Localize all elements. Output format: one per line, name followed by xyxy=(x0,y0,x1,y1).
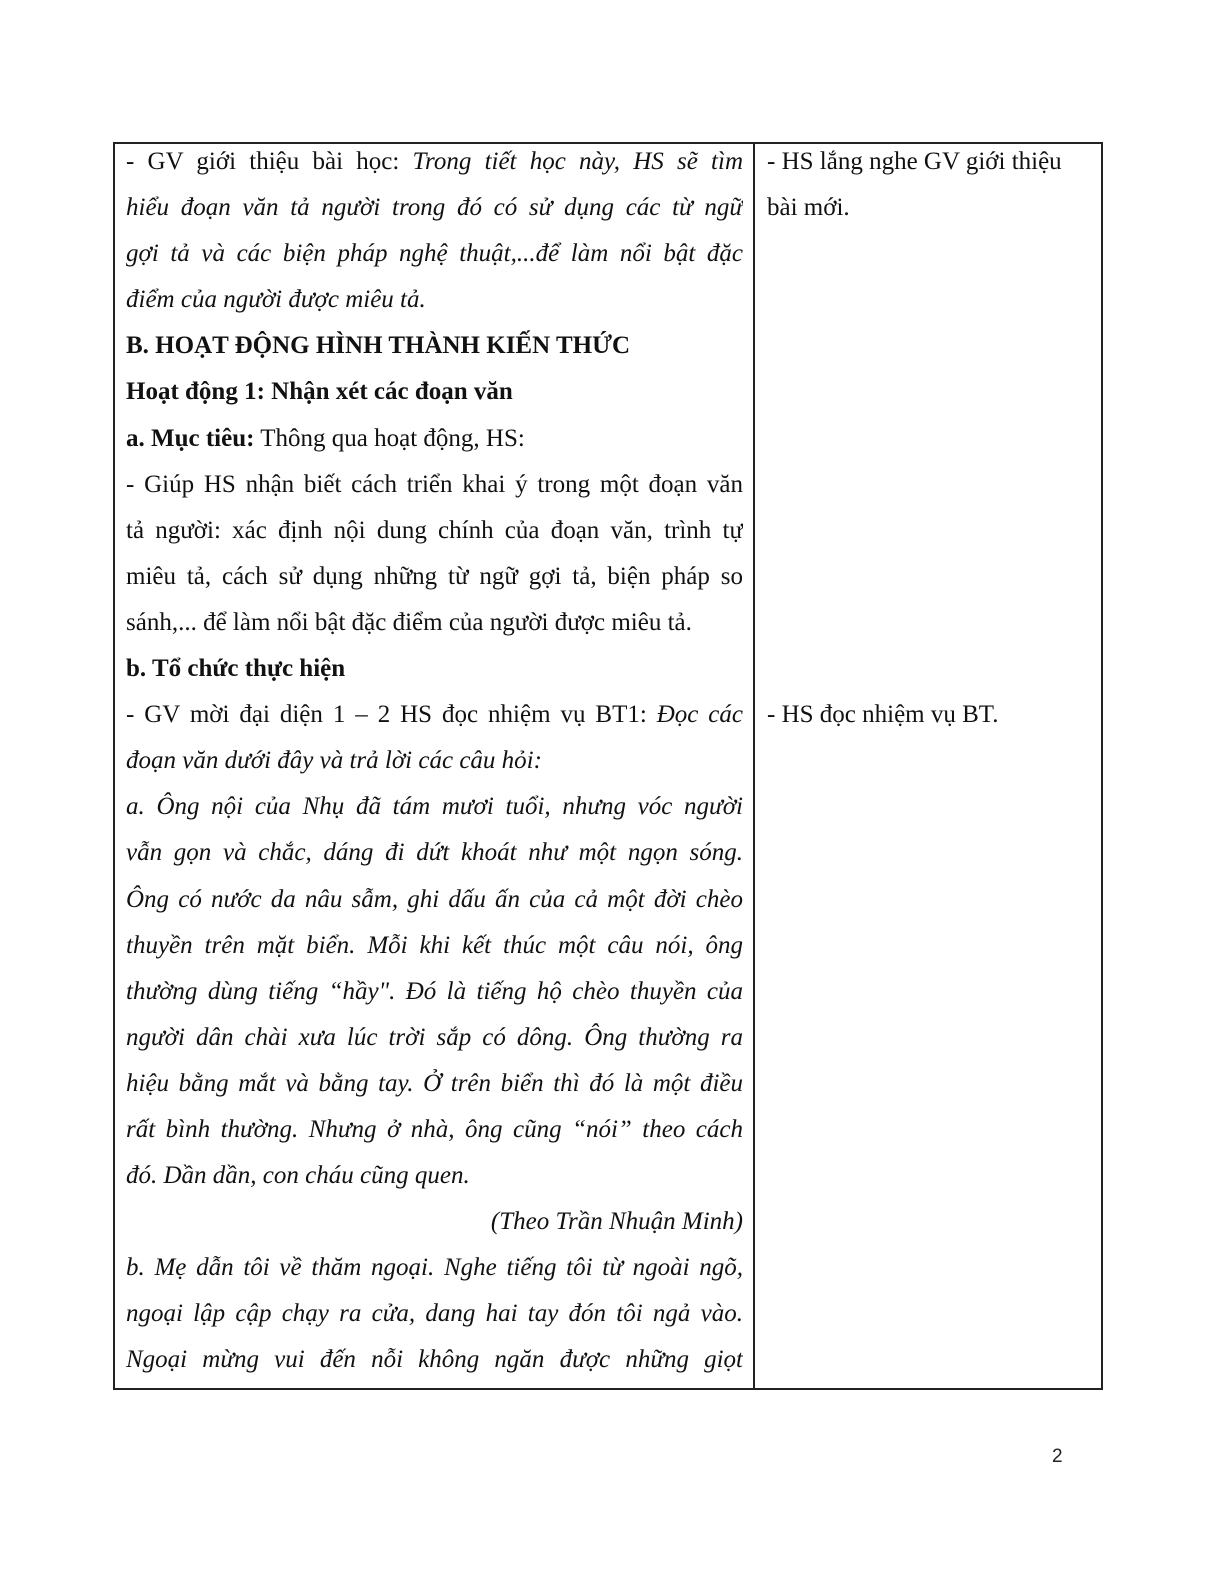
student-response-1-line-2: bài mới. xyxy=(767,194,850,222)
task-line-2: đoạn văn dưới đây và trả lời các câu hỏi: xyxy=(126,747,542,775)
passage-a-line-9: đó. Dần dần, con cháu cũng quen. xyxy=(126,1162,470,1190)
implementation-heading: b. Tổ chức thực hiện xyxy=(126,655,346,683)
intro-line-2: hiểu đoạn văn tả người trong đó có sử dụng các từ ngữ xyxy=(126,194,743,222)
objective-line-4: sánh,... để làm nổi bật đặc điểm của người được miêu tả. xyxy=(126,608,692,636)
section-heading: B. HOẠT ĐỘNG HÌNH THÀNH KIẾN THỨC xyxy=(126,332,631,360)
passage-a-line-8: rất bình thường. Nhưng ở nhà, ông cũng “nói” theo cách xyxy=(126,1115,743,1143)
passage-a-line-3: Ông có nước da nâu sẫm, ghi dấu ấn của cả một đời chèo xyxy=(126,885,743,913)
page-number: 2 xyxy=(1052,1446,1063,1467)
passage-a-line-1: a. Ông nội của Nhụ đã tám mươi tuổi, nhưng vóc người xyxy=(126,793,743,821)
passage-a-source: (Theo Trần Nhuận Minh) xyxy=(490,1208,743,1236)
objective-line-1: - Giúp HS nhận biết cách triển khai ý trong một đoạn văn xyxy=(126,470,743,498)
teacher-activity-column xyxy=(115,144,755,1388)
passage-b-line-2: ngoại lập cập chạy ra cửa, dang hai tay đón tôi ngả vào. xyxy=(126,1300,743,1328)
passage-b-line-1: b. Mẹ dẫn tôi về thăm ngoại. Nghe tiếng tôi từ ngoài ngõ, xyxy=(126,1254,743,1282)
objective-line: a. Mục tiêu: Thông qua hoạt động, HS: xyxy=(126,424,525,452)
spacer xyxy=(767,238,1093,699)
intro-line-3: gợi tả và các biện pháp nghệ thuật,...để làm nổi bật đặc xyxy=(126,240,743,268)
passage-b-line-3: Ngoại mừng vui đến nỗi không ngăn được những giọt xyxy=(126,1346,743,1374)
lesson-table xyxy=(113,142,1103,1390)
intro-line-4: điểm của người được miêu tả. xyxy=(126,286,426,314)
passage-a-line-4: thuyền trên mặt biển. Mỗi khi kết thúc một câu nói, ông xyxy=(126,931,743,959)
student-activity-column xyxy=(755,144,1101,1388)
passage-a-line-5: thường dùng tiếng “hầy". Đó là tiếng hộ chèo thuyền của xyxy=(126,977,743,1005)
passage-a-line-6: người dân chài xưa lúc trời sắp có dông. Ông thường ra xyxy=(126,1023,743,1051)
passage-a-line-2: vẫn gọn và chắc, dáng đi dứt khoát như một ngọn sóng. xyxy=(126,839,743,867)
passage-a-line-7: hiệu bằng mắt và bằng tay. Ở trên biển thì đó là một điều xyxy=(126,1069,743,1097)
objective-line-3: miêu tả, cách sử dụng những từ ngữ gợi tả, biện pháp so xyxy=(126,562,743,590)
activity-heading: Hoạt động 1: Nhận xét các đoạn văn xyxy=(126,378,513,406)
student-response-1-line-1: - HS lắng nghe GV giới thiệu xyxy=(767,148,1062,175)
student-response-2: - HS đọc nhiệm vụ BT. xyxy=(767,701,999,729)
task-line-1: - GV mời đại diện 1 – 2 HS đọc nhiệm vụ BT1: Đọc các xyxy=(126,701,743,729)
objective-line-2: tả người: xác định nội dung chính của đoạn văn, trình tự xyxy=(126,516,743,544)
intro-line-1: - GV giới thiệu bài học: Trong tiết học này, HS sẽ tìm xyxy=(126,148,743,175)
